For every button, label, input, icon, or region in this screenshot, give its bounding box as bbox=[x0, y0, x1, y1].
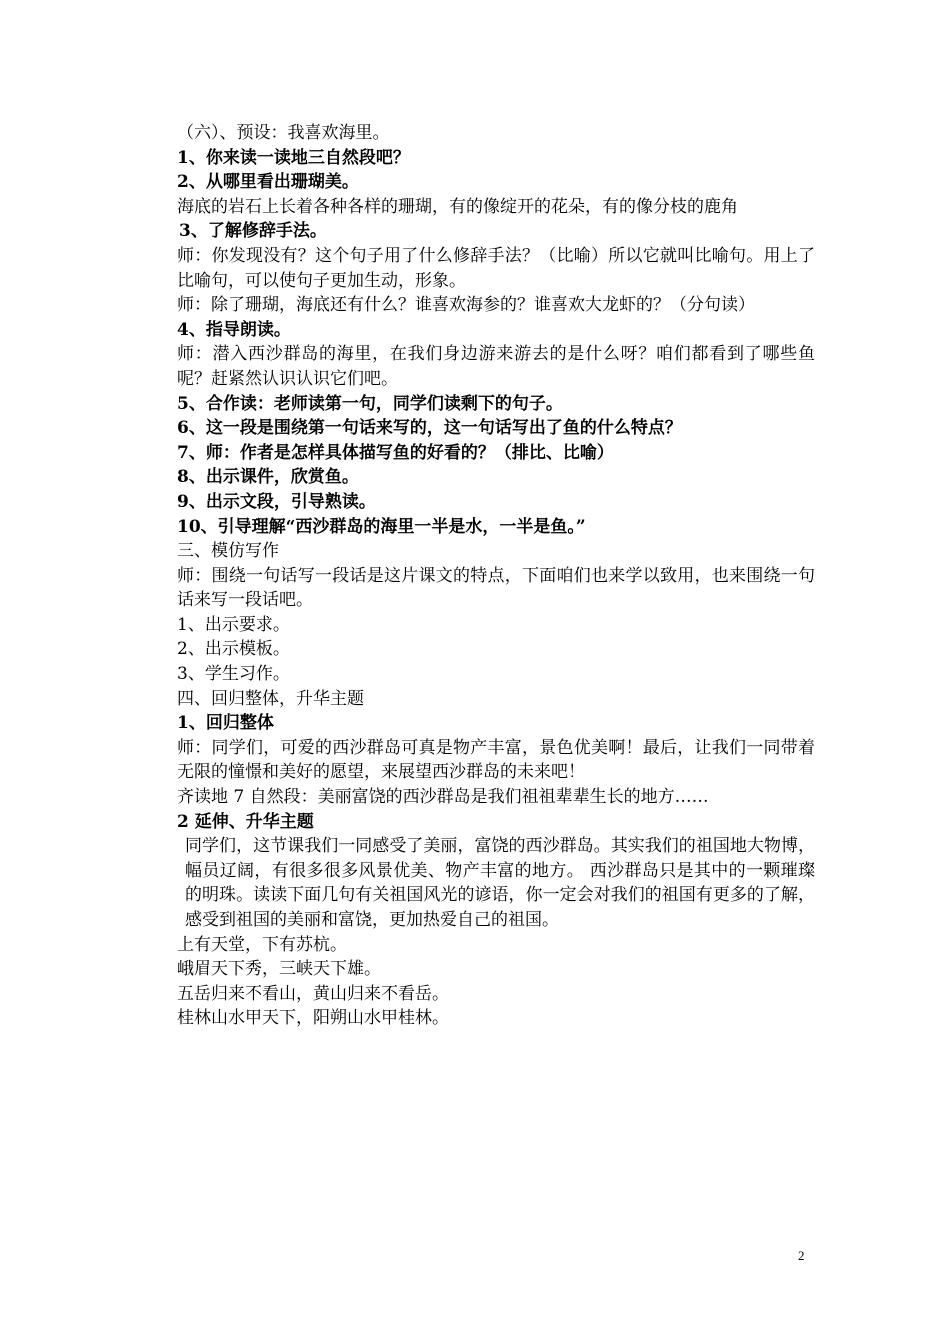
section-heading-return: 四、回归整体，升华主题 bbox=[177, 688, 364, 709]
step-4: 4、指导朗读。 bbox=[177, 319, 291, 340]
step-2: 2、从哪里看出珊瑚美。 bbox=[177, 172, 359, 193]
document-body bbox=[143, 121, 815, 1031]
teacher-paragraph-seabed: 师：除了珊瑚，海底还有什么？谁喜欢海参的？谁喜欢大龙虾的？（分句读） bbox=[177, 295, 755, 316]
step-7: 7、师：作者是怎样具体描写鱼的好看的？（排比、比喻） bbox=[177, 442, 614, 463]
extension-paragraph: 同学们，这节课我们一同感受了美丽，富饶的西沙群岛。其实我们的祖国地大物博，幅员辽阔，有很多很多风景优美、物产丰富的地方。 西沙群岛只是其中的一颗璀璨的明珠。读读下面几句有关祖国风光的谚语，你一定会对我们的祖国有更多的了解，感受到祖国的美丽和富饶，更加热爱自己的祖国。 bbox=[185, 836, 815, 930]
page-number: 2 bbox=[798, 1248, 805, 1263]
subsection-heading: （六）、预设：我喜欢海里。 bbox=[177, 123, 390, 143]
writing-step-1: 1、出示要求。 bbox=[177, 614, 290, 635]
read-aloud-line: 齐读地 7 自然段：美丽富饶的西沙群岛是我们祖祖辈辈生长的地方…… bbox=[177, 787, 709, 808]
step-1: 1、你来读一读地三自然段吧？ bbox=[177, 147, 410, 168]
step-10: 10、引导理解“西沙群岛的海里一半是水，一半是鱼。” bbox=[177, 516, 586, 537]
step-8: 8、出示课件，欣赏鱼。 bbox=[177, 467, 359, 488]
writing-step-3: 3、学生习作。 bbox=[177, 664, 290, 685]
step-5: 5、合作读：老师读第一句，同学们读剩下的句子。 bbox=[177, 393, 563, 414]
step-6: 6、这一段是围绕第一句话来写的，这一句话写出了鱼的什么特点？ bbox=[177, 418, 682, 439]
teacher-paragraph-closing: 师：同学们，可爱的西沙群岛可真是物产丰富，景色优美啊！最后，让我们一同带着无限的憧憬和美好的愿望，来展望西沙群岛的未来吧！ bbox=[177, 737, 815, 783]
proverb-2: 峨眉天下秀，三峡天下雄。 bbox=[177, 959, 381, 980]
step-9: 9、出示文段，引导熟读。 bbox=[177, 491, 376, 512]
teacher-paragraph-fish: 师：潜入西沙群岛的海里，在我们身边游来游去的是什么呀？咱们都看到了哪些鱼呢？赶紧然认识认识它们吧。 bbox=[177, 344, 815, 389]
step-3: 3、了解修辞手法。 bbox=[179, 221, 327, 242]
section-heading-imitation: 三、模仿写作 bbox=[177, 541, 279, 562]
teacher-paragraph-writing: 师：围绕一句话写一段话是这片课文的特点，下面咱们也来学以致用，也来围绕一句话来写一段话吧。 bbox=[177, 565, 815, 611]
quote-coral: 海底的岩石上长着各种各样的珊瑚，有的像绽开的花朵，有的像分枝的鹿角 bbox=[177, 196, 738, 217]
proverb-3: 五岳归来不看山，黄山归来不看岳。 bbox=[177, 983, 449, 1004]
return-step-2: 2 延伸、升华主题 bbox=[177, 811, 314, 832]
return-step-1: 1、回归整体 bbox=[177, 713, 274, 734]
proverb-1: 上有天堂，下有苏杭。 bbox=[177, 934, 347, 955]
writing-step-2: 2、出示模板。 bbox=[177, 639, 290, 660]
teacher-paragraph-metaphor: 师：你发现没有？这个句子用了什么修辞手法？（比喻）所以它就叫比喻句。用上了比喻句，可以使句子更加生动，形象。 bbox=[177, 245, 815, 291]
proverb-4: 桂林山水甲天下，阳朔山水甲桂林。 bbox=[177, 1008, 449, 1029]
